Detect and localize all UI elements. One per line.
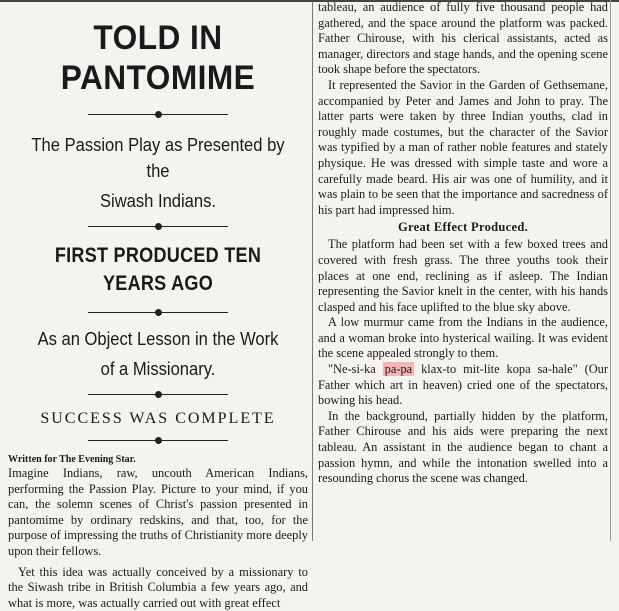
highlighted-word: pa-pa (384, 362, 413, 377)
deck-2: FIRST PRODUCED TEN YEARS AGO (54, 244, 262, 295)
article-paragraph: Yet this idea was actually conceived by a missionary to the Siwash tribe in British Columbia a few years ago, and what is more, was actually carried out with great effect (8, 564, 308, 610)
section-subhead: Great Effect Produced. (397, 220, 529, 235)
deck-3-line-1: As an Object Lesson in the Work (37, 329, 279, 349)
column-divider (312, 2, 313, 541)
quote-start: "Ne-si-ka (328, 362, 376, 377)
byline: Written for The Evening Star. (8, 454, 136, 465)
separator (88, 108, 228, 120)
deck-1-line-1: The Passion Play as Presented by the (31, 135, 285, 181)
article-paragraph: In the background, partially hidden by the platform, Father Chirouse and his aids were preparing the next tableau. An assistant in the audience began to chant a passion hymn, and while the intonation swelled into a resounding chorus the scene was changed. (318, 408, 608, 486)
deck-4: SUCCESS WAS COMPLETE (40, 410, 276, 427)
separator (88, 220, 228, 232)
left-column (8, 4, 308, 611)
right-column (318, 0, 608, 487)
article-paragraph: A low murmur came from the Indians in the audience, and a woman broke into hysterical wailing. It was evident the scene appealed strongly to them. (318, 315, 608, 361)
quote-rest: klax-to mit-lite kopa sa-hale" (Our Father which art in heaven) cried one of the spectators, bowing his head. (318, 362, 608, 408)
article-paragraph: The platform had been set with a few boxed trees and covered with fresh grass. The three youths took their places at one end, reclining as if asleep. The Indian representing the Savior knelt in the center, with his hands clasped and his face uplifted to the blue sky above. (318, 237, 608, 314)
article-paragraph: tableau, an audience of fully five thousand people had gathered, and the space around the platform was packed. Father Chirouse, with his clerical assistants, acted as manager, directors and stage hands, and the opening scene took shape before the spectators. (318, 0, 608, 77)
deck-3-line-2: of a Missionary. (100, 359, 216, 379)
chinook-quote-paragraph (318, 362, 608, 409)
separator (88, 388, 228, 400)
right-edge-rule (610, 0, 611, 541)
headline-title: TOLD IN PANTOMIME (60, 19, 256, 97)
separator (88, 434, 228, 446)
separator (88, 306, 228, 318)
article-paragraph: Imagine Indians, raw, uncouth American Indians, performing the Passion Play. Picture to your mind, if you can, the solemn scenes of Christ's passion presented in pantomime by ordinary redskins, and that, too, for the purpose of impressing the truths of Christianity more deeply upon their fellows. (8, 466, 308, 558)
deck-1-line-2: Siwash Indians. (99, 191, 216, 211)
article-paragraph: It represented the Savior in the Garden of Gethsemane, accompanied by Peter and James and John to pray. The latter parts were taken by three Indian youths, clad in roughly made costumes, but the character of the Savior was typified by a man of rather noble features and stately physique. He was dressed with simple taste and wore a carefully made beard. His air was one of humility, and it was plain to be seen that the importance and sacredness of his part had impressed him. (318, 77, 608, 217)
